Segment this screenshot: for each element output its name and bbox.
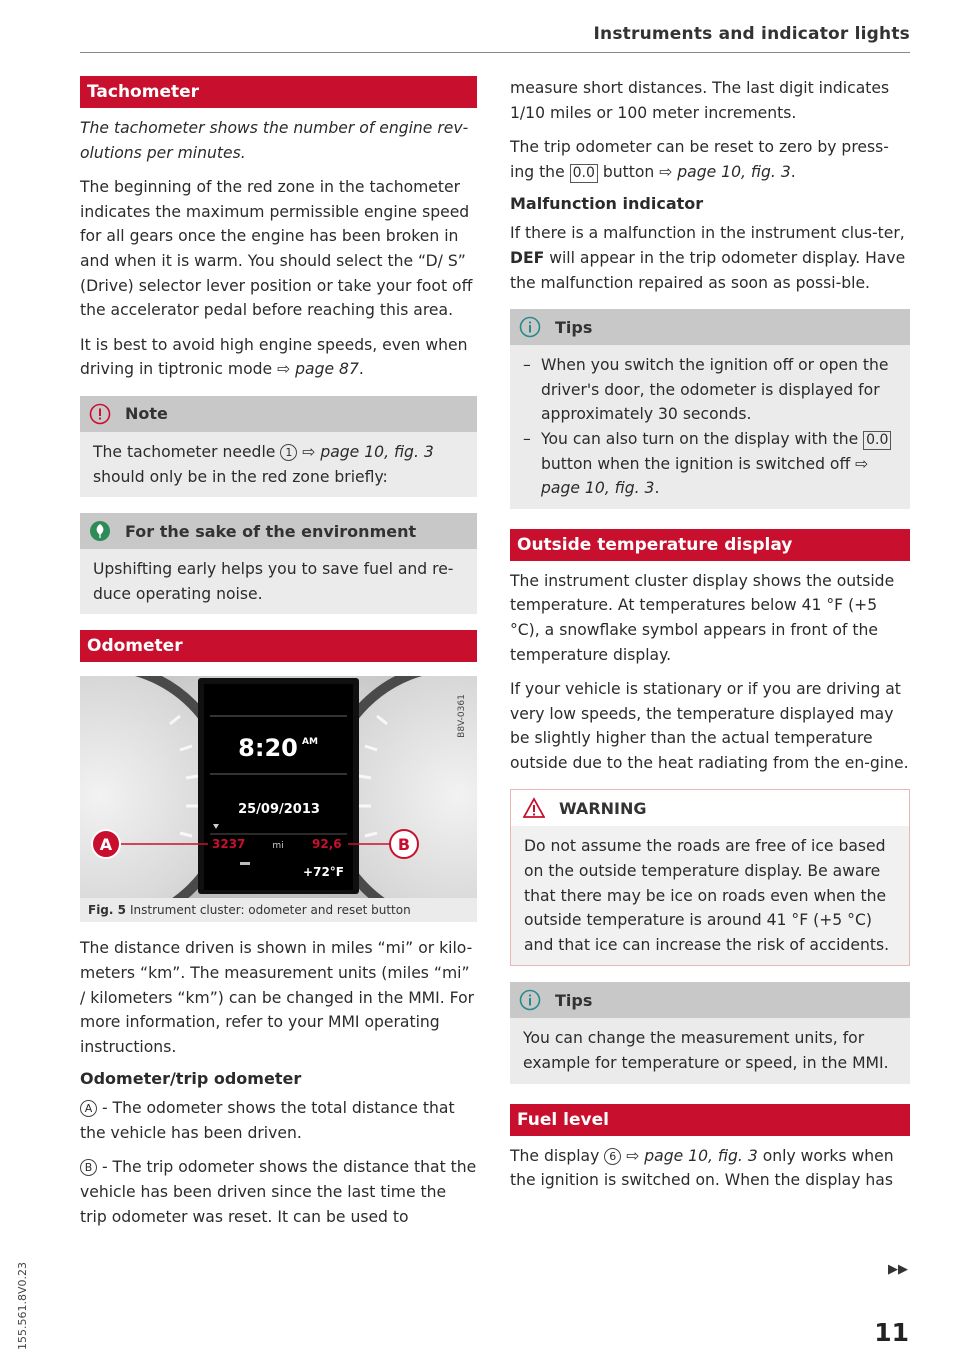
tachometer-paragraph-2: It is best to avoid high engine speeds, even when driving in tiptronic mode ⇨ page 87. <box>80 335 468 379</box>
info-icon <box>519 316 541 338</box>
tips-body: You can change the measurement units, for example for temperature or speed, in the MMI. <box>523 1029 889 1073</box>
malfunction-paragraph: If there is a malfunction in the instrument clus-ter, DEF will appear in the trip odometer display. Have the malfunction repaired as soon as possi-ble. <box>510 224 906 292</box>
continue-arrow-icon: ▶▶ <box>888 1262 908 1277</box>
instrument-cluster-image <box>80 676 477 898</box>
callout-a: A <box>99 835 113 855</box>
odometer-item-a: A - The odometer shows the total distance that the vehicle has been driven. <box>80 1099 455 1142</box>
reset-key-label: 0.0 <box>570 164 598 183</box>
leaf-icon <box>89 520 111 542</box>
callout-b: B <box>397 835 411 855</box>
malfunction-subhead: Malfunction indicator <box>510 194 704 214</box>
note-title: Note <box>80 396 477 432</box>
cluster-odometer: 3237 <box>212 837 246 852</box>
left-column <box>80 76 477 1239</box>
odometer-item-b: B - The trip odometer shows the distance that the vehicle has been driven since the last time the trip odometer was reset. It can be used to <box>80 1158 477 1226</box>
odometer-continued: measure short distances. The last digit indicates 1/10 miles or 100 meter increments. <box>510 79 890 122</box>
environment-body: Upshifting early helps you to save fuel and re-duce operating noise. <box>93 560 454 603</box>
tip-item: – You can also turn on the display with the 0.0 button when the ignition is switched off ⇨ page 10, fig. 3. <box>523 427 898 501</box>
tachometer-paragraph: The beginning of the red zone in the tachometer indicates the maximum permissible engine speed for all gears once the engine has been broken in and when it is warm. You should select the “D/ S” (Drive) selector lever position or take your foot off the accelerator pedal before reaching this area. <box>80 178 473 320</box>
page-reference-link[interactable]: ⇨ page 10, fig. 3 <box>297 442 434 461</box>
page-number: 11 <box>874 1318 909 1347</box>
note-icon <box>89 403 111 425</box>
info-icon <box>519 989 541 1011</box>
cluster-unit: mi <box>272 841 284 852</box>
tip-item: – When you switch the ignition off or open the driver's door, the odometer is displayed for approximately 30 seconds. <box>523 353 898 427</box>
odometer-subhead: Odometer/trip odometer <box>80 1069 302 1089</box>
tips-box <box>510 309 910 509</box>
marker-circle: 1 <box>280 444 297 461</box>
reset-paragraph: The trip odometer can be reset to zero by press-ing the 0.0 button ⇨ page 10, fig. 3. <box>510 138 889 181</box>
page-reference-link[interactable]: ⇨ page 10, fig. 3 <box>541 454 869 498</box>
running-head: Instruments and indicator lights <box>593 24 910 44</box>
image-code: B8V-0361 <box>457 694 467 739</box>
cluster-temperature: +72°F <box>303 865 344 880</box>
marker-circle: 6 <box>604 1148 621 1165</box>
outside-temp-paragraph: The instrument cluster display shows the outside temperature. At temperatures below 41 °F (+5 °C), a snowflake symbol appears in front of the temperature display. <box>510 571 895 664</box>
cluster-time: 8:20 <box>238 734 298 763</box>
page-reference-link[interactable]: ⇨ page 87 <box>277 360 359 379</box>
warning-icon <box>523 797 545 819</box>
section-heading-fuel-level: Fuel level <box>510 1104 910 1136</box>
side-code <box>12 1240 32 1350</box>
figure-caption: Fig. 5 Instrument cluster: odometer and reset button <box>80 898 477 922</box>
warning-title: WARNING <box>511 790 909 826</box>
fuel-paragraph: The display 6 ⇨ page 10, fig. 3 only works when the ignition is switched on. When the display has <box>510 1146 894 1190</box>
page-reference-link[interactable]: ⇨ page 10, fig. 3 <box>621 1146 758 1165</box>
odometer-figure <box>80 676 477 922</box>
tips-title-2: Tips <box>510 982 910 1018</box>
outside-temp-paragraph-2: If your vehicle is stationary or if you are driving at very low speeds, the temperature displayed may be slightly higher than the actual temperature outside due to the heat radiating from the en-gine. <box>510 680 909 772</box>
header-rule <box>80 52 910 53</box>
warning-box <box>510 789 910 966</box>
environment-title: For the sake of the environment <box>80 513 477 549</box>
marker-circle: A <box>80 1100 97 1117</box>
right-column <box>510 76 910 1203</box>
section-heading-odometer: Odometer <box>80 630 477 662</box>
environment-box <box>80 513 477 614</box>
section-heading-tachometer: Tachometer <box>80 76 477 108</box>
warning-body: Do not assume the roads are free of ice based on the outside temperature display. Be aware that there may be ice on roads even when the outside temperature is around 41 °F (+5 °C) and that ice can increase the risk of accidents. <box>524 837 890 954</box>
marker-circle: B <box>80 1159 97 1176</box>
odometer-paragraph: The distance driven is shown in miles “mi” or kilo-meters “km”. The measurement units (miles “mi” / kilometers “km”) can be changed in the MMI. For more information, refer to your MMI operating instructions. <box>80 939 475 1056</box>
section-heading-outside-temperature: Outside temperature display <box>510 529 910 561</box>
page-reference-link[interactable]: ⇨ page 10, fig. 3 <box>659 162 791 181</box>
tips-title: Tips <box>510 309 910 345</box>
instrument-cluster-illustration <box>80 676 477 898</box>
cluster-trip: 92,6 <box>312 837 342 852</box>
tachometer-lead: The tachometer shows the number of engine rev-olutions per minutes. <box>80 119 469 162</box>
tips-box-2 <box>510 982 910 1083</box>
cluster-date: 25/09/2013 <box>238 802 320 818</box>
svg-text:155.561.8V0.23: 155.561.8V0.23 <box>16 1262 29 1350</box>
note-body: The tachometer needle 1 ⇨ page 10, fig. 3 should only be in the red zone briefly: <box>93 442 434 486</box>
reset-key-label: 0.0 <box>863 431 891 450</box>
note-box <box>80 396 477 497</box>
cluster-ampm: AM <box>302 737 318 748</box>
